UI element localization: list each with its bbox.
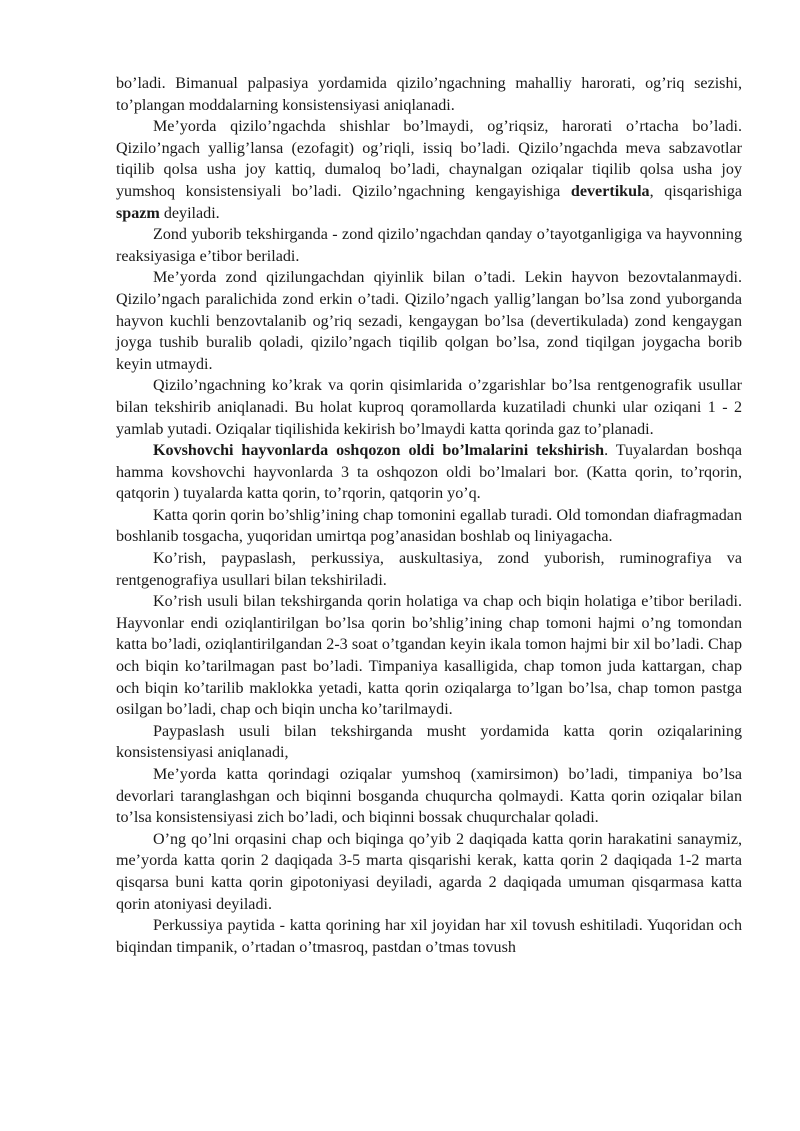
text-run: . Tuyalardan boshqa hamma kovshovchi hayvonlarda 3 ta oshqozon oldi bo’lmalari bor. (Katta qorin, to’rqorin, qatqorin ) tuyalarda katta qorin, to’rqorin, qatqorin yo’q. [116,442,742,503]
paragraph [116,915,742,958]
text-run: Katta qorin qorin bo’shlig’ining chap tomonini egallab turadi. Old tomondan diafragmadan boshlanib tosgacha, yuqoridan umirtqa pog’anasidan boshlab oq liniyagacha. [116,506,742,546]
text-run: Paypaslash usuli bilan tekshirganda musht yordamida katta qorin oziqalarining konsistensiyasi aniqlanadi, [116,722,742,762]
paragraph [116,829,742,915]
paragraph [116,548,742,591]
paragraph [116,591,742,721]
text-run: Perkussiya paytida - katta qorining har xil joyidan har xil tovush eshitiladi. Yuqoridan och biqindan timpanik, o’rtadan o’tmasroq, pastdan o’tmas tovush [116,917,742,956]
text-run: Ko’rish usuli bilan tekshirganda qorin holatiga va chap och biqin holatiga e’tibor beriladi. Hayvonlar endi oziqlantirilgan bo’lsa qorin bo’shlig’ining chap tomoni hajmi o’ng tomondan katta bo’ladi, oziqlantirilgandan 2-3 soat o’tgandan keyin ikala tomon hajmi bir xil bo’ladi. Chap och biqin ko’tarilmagan past bo’ladi. Timpaniya kasalligida, chap tomon juda kattargan, chap och biqin ko’tarilib maklokka yetadi, katta qorin oziqalarga to’lgan bo’lsa, chap tomon pastga osilgan bo’ladi, chap och biqin uncha ko’tarilmaydi. [116,593,742,719]
text-run: O’ng qo’lni orqasini chap och biqinga qo’yib 2 daqiqada katta qorin harakatini sanaymiz, me’yorda katta qorin 2 daqiqada 3-5 marta qisqarishi kerak, katta qorin 2 daqiqada 1-2 marta qisqarsa buni katta qorin gipotoniyasi deyiladi, agarda 2 daqiqada umuman qisqarmasa katta qorin atoniyasi deyiladi. [116,830,742,913]
bold-term: devertikula [570,182,650,200]
paragraph [116,440,742,505]
text-run: Me’yorda qizilo’ngachda shishlar bo’lmaydi, og’riqsiz, harorati o’rtacha bo’ladi. Qizilo’ngach yallig’lansa (ezofagit) og’riqli, issiq bo’ladi. Qizilo’ngachda meva sabzavotlar tiqilib qolsa usha joy kattiq, dumaloq bo’ladi, chaynalgan oziqalar tiqilib qolsa usha joy yumshoq konsistensiyali bo’ladi. Qizilo’ngachning kengayishiga [116,118,742,200]
text-run: Ko’rish, paypaslash, perkussiya, auskultasiya, zond yuborish, ruminografiya va rentgenografiya usullari bilan tekshiriladi. [116,550,742,589]
paragraph [116,721,742,764]
paragraph [116,267,742,375]
text-run: Me’yorda katta qorindagi oziqalar yumshoq (xamirsimon) bo’ladi, timpaniya bo’lsa devorlari taranglashgan och biqinni bosganda chuqurcha qolmaydi. Katta qorin oziqalar bilan to’lsa konsistensiyasi zich bo’ladi, och biqinni bossak chuqurchalar qoladi. [116,766,742,827]
text-run: Qizilo’ngachning ko’krak va qorin qisimlarida o’zgarishlar bo’lsa rentgenografik usullar bilan tekshirib aniqlanadi. Bu holat kuproq qoramollarda kuzatiladi chunki ular oziqani 1 - 2 yamlab yutadi. Oziqalar tiqilishida kekirish bo’lmaydi katta qorinda gaz to’planadi. [116,377,742,438]
bold-term: Kovshovchi hayvonlarda oshqozon oldi bo’lmalarini tekshirish [153,442,605,460]
text-run: Me’yorda zond qizilungachdan qiyinlik bilan o’tadi. Lekin hayvon bezovtalanmaydi. Qizilo’ngach paralichida zond erkin o’tadi. Qizilo’ngach yallig’langan bo’lsa zond yuborganda hayvon kuchli benzovtalanib og’riq sezadi, kengaygan bo’lsa (devertikulada) zond kengaygan joyga tushib buralib qoladi, qizilo’ngach tiqilib qolgan bo’lsa, zond tiqilgan joygacha borib keyin utmaydi. [116,269,742,373]
paragraph [116,73,742,116]
text-run: Zond yuborib tekshirganda - zond qizilo’ngachdan qanday o’tayotganligiga va hayvonning reaksiyasiga e’tibor beriladi. [116,226,742,265]
paragraph [116,116,742,224]
bold-term: spazm [116,204,160,222]
text-run: bo’ladi. Bimanual palpasiya yordamida qizilo’ngachning mahalliy harorati, og’riq sezishi, to’plangan moddalarning konsistensiyasi aniqlanadi. [116,75,742,114]
text-run: deyiladi. [159,204,220,222]
document-body [116,73,742,958]
paragraph [116,375,742,440]
paragraph [116,764,742,829]
paragraph [116,224,742,267]
paragraph [116,505,742,548]
text-run: , qisqarishiga [649,182,743,200]
